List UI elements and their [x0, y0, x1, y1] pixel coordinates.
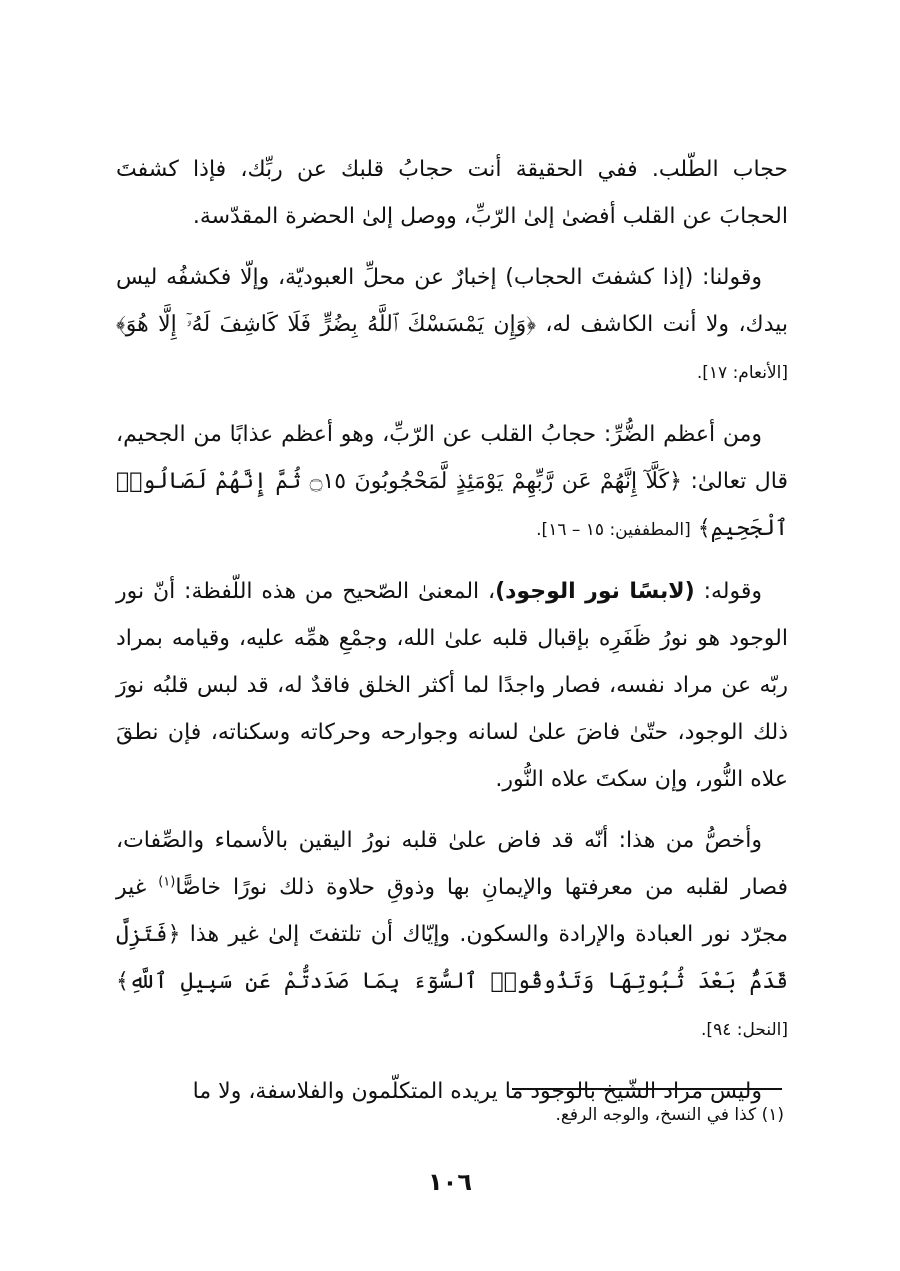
paragraph-4-text: ، المعنىٰ الصّحيح من هذه اللّفظة: أنّ نور الوجود هو نورُ ظَفَرِه بإقبال قلبه علىٰ الله، وجمْعِ همِّه عليه، وقيامه بمراد ربّه عن مراد نفسه، فصار واجدًا لما أكثر الخلق فاقدٌ له، قد لبس قلبُه نورَ ذلك الوجود، حتّىٰ فاضَ علىٰ لسانه وجوارحه وحركاته وسكناته، فإن نطقَ علاه النُّور، وإن سكتَ علاه النُّور. [116, 579, 788, 792]
verse-reference-anam: [الأنعام: ١٧]. [696, 363, 788, 383]
paragraph-4-lead: وقوله: [694, 579, 762, 604]
paragraph-5 [116, 817, 788, 1054]
paragraph-2 [116, 254, 788, 397]
paragraph-5-text: وأخصُّ من هذا: أنّه قد فاض علىٰ قلبه نورُ اليقين بالأسماء والصِّفات، فصار لقلبه من معرفتها والإيمانِ بها وذوقِ حلاوة ذلك نورًا خاصًّا [116, 828, 788, 900]
paragraph-1-text: حجاب الطّلب. ففي الحقيقة أنت حجابُ قلبك عن ربِّك، فإذا كشفتَ الحجابَ عن القلب أفضىٰ إلىٰ الرّبِّ، ووصل إلىٰ الحضرة المقدّسة. [116, 157, 788, 229]
paragraph-3-text: ومن أعظم الضُّرِّ: حجابُ القلب عن الرّبِّ، وهو أعظم عذابًا من الجحيم، قال تعالىٰ: [116, 422, 788, 494]
verse-reference-mutaffifin: [المطففين: ١٥ – ١٦]. [536, 520, 691, 540]
main-text [116, 146, 788, 1129]
quran-verse-mutaffifin: ﴿كَلَّآ إِنَّهُمْ عَن رَّبِّهِمْ يَوْمَئِذٍ لَّمَحْجُوبُونَ ۝١٥ ثُمَّ إِنَّهُمْ لَصَالُوا۟ ٱلْجَحِيمِ﴾ [116, 469, 788, 541]
paragraph-2-text: وقولنا: (إذا كشفتَ الحجاب) إخبارٌ عن محلِّ العبوديّة، وإلّا فكشفُه ليس بيدك، ولا أنت الكاشف له، [116, 265, 788, 337]
paragraph-6-text: وليس مراد الشّيخ بالوجود ما يريده المتكلّمون والفلاسفة، ولا ما [192, 1079, 762, 1104]
paragraph-4 [116, 568, 788, 803]
verse-reference-nahl: [النحل: ٩٤]. [701, 1020, 788, 1040]
quran-verse-nahl: ﴿فَتَزِلَّ قَدَمٌۢ بَعْدَ ثُبُوتِهَا وَتَذُوقُوا۟ ٱلسُّوٓءَ بِمَا صَدَدتُّمْ عَن سَبِيلِ ٱللَّهِ﴾ [116, 922, 788, 994]
paragraph-5-mid: غير مجرّد نور العبادة والإرادة والسكون. وإيّاك أن تلتفتَ إلىٰ غير هذا [116, 875, 788, 947]
footnote-marker[interactable]: (١) [158, 874, 176, 890]
quoted-phrase: (لابسًا نور الوجود) [495, 579, 695, 604]
page-number: ١٠٦ [428, 1168, 472, 1196]
footnote-text: (١) كذا في النسخ، والوجه الرفع. [555, 1105, 784, 1125]
paragraph-1 [116, 146, 788, 240]
quran-verse-anam: ﴿وَإِن يَمْسَسْكَ ٱللَّهُ بِضُرٍّ فَلَا كَاشِفَ لَهُۥٓ إِلَّا هُوَ﴾ [116, 312, 536, 337]
footnote [116, 1098, 784, 1132]
paragraph-3 [116, 411, 788, 554]
footnote-divider [512, 1088, 782, 1090]
